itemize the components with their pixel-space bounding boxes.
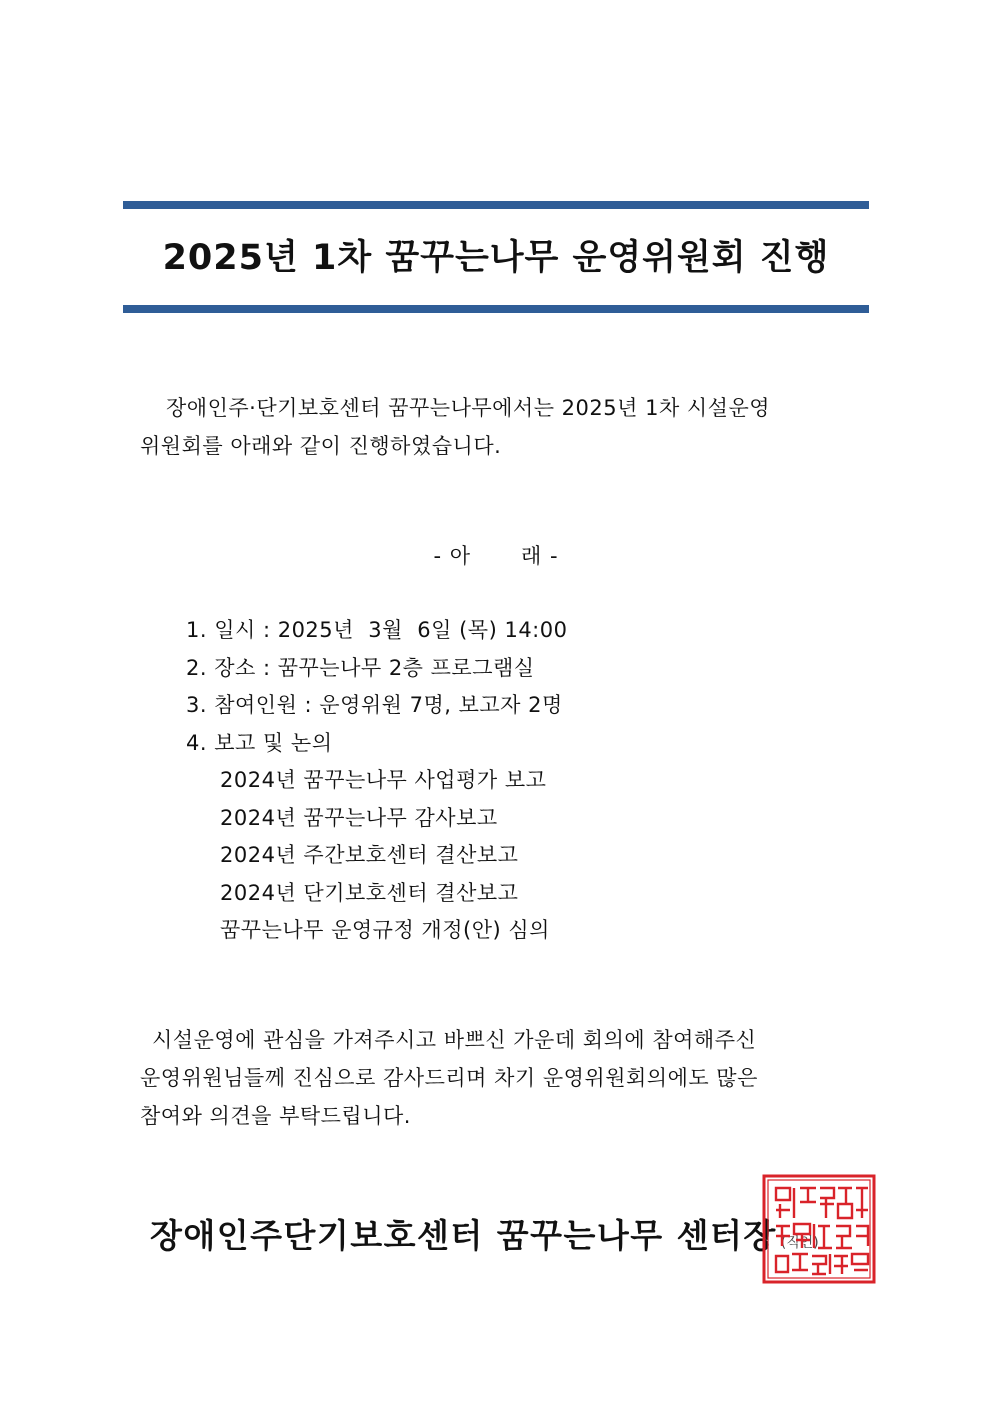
signature-text: 장애인주단기보호센터 꿈꾸는나무 센터장 <box>150 1216 777 1255</box>
agenda-item: 2024년 주간보호센터 결산보고 <box>220 843 519 867</box>
title-top-rule <box>123 201 869 209</box>
title-bottom-rule <box>123 305 869 313</box>
closing-line-3: 참여와 의견을 부탁드립니다. <box>140 1104 411 1128</box>
notice-heading <box>0 540 992 570</box>
detail-item-date: 1. 일시 : 2025년 3월 6일 (목) 14:00 <box>186 618 568 642</box>
notice-heading-left: - 아 <box>433 544 471 568</box>
intro-paragraph <box>140 389 860 465</box>
agenda-item: 2024년 단기보호센터 결산보고 <box>220 880 519 905</box>
agenda-item: 꿈꾸는나무 운영규정 개정(안) 심의 <box>220 918 550 942</box>
agenda-item: 2024년 꿈꾸는나무 감사보고 <box>220 805 498 830</box>
agenda-item: 2024년 꿈꾸는나무 사업평가 보고 <box>220 768 547 792</box>
detail-item-place: 2. 장소 : 꿈꾸는나무 2층 프로그램실 <box>186 655 535 680</box>
detail-item-attendees: 3. 참여인원 : 운영위원 7명, 보고자 2명 <box>186 693 563 717</box>
notice-heading-right: 래 - <box>521 544 559 568</box>
closing-line-1: 시설운영에 관심을 가져주시고 바쁘신 가운데 회의에 참여해주신 <box>152 1028 757 1052</box>
detail-item-agenda-heading: 4. 보고 및 논의 <box>186 730 333 755</box>
signature-line <box>150 1211 819 1268</box>
intro-line-2: 위원회를 아래와 같이 진행하였습니다. <box>140 434 502 458</box>
closing-line-2: 운영위원님들께 진심으로 감사드리며 차기 운영위원회의에도 많은 <box>140 1066 758 1090</box>
seal-label: (직인) <box>780 1235 819 1251</box>
official-seal-stamp <box>762 1174 876 1284</box>
meeting-details-list <box>186 612 567 950</box>
closing-paragraph <box>140 1021 860 1135</box>
page-title: 2025년 1차 꿈꾸는나무 운영위원회 진행 <box>162 238 830 278</box>
intro-line-1: 장애인주·단기보호센터 꿈꾸는나무에서는 2025년 1차 시설운영 <box>166 396 771 420</box>
